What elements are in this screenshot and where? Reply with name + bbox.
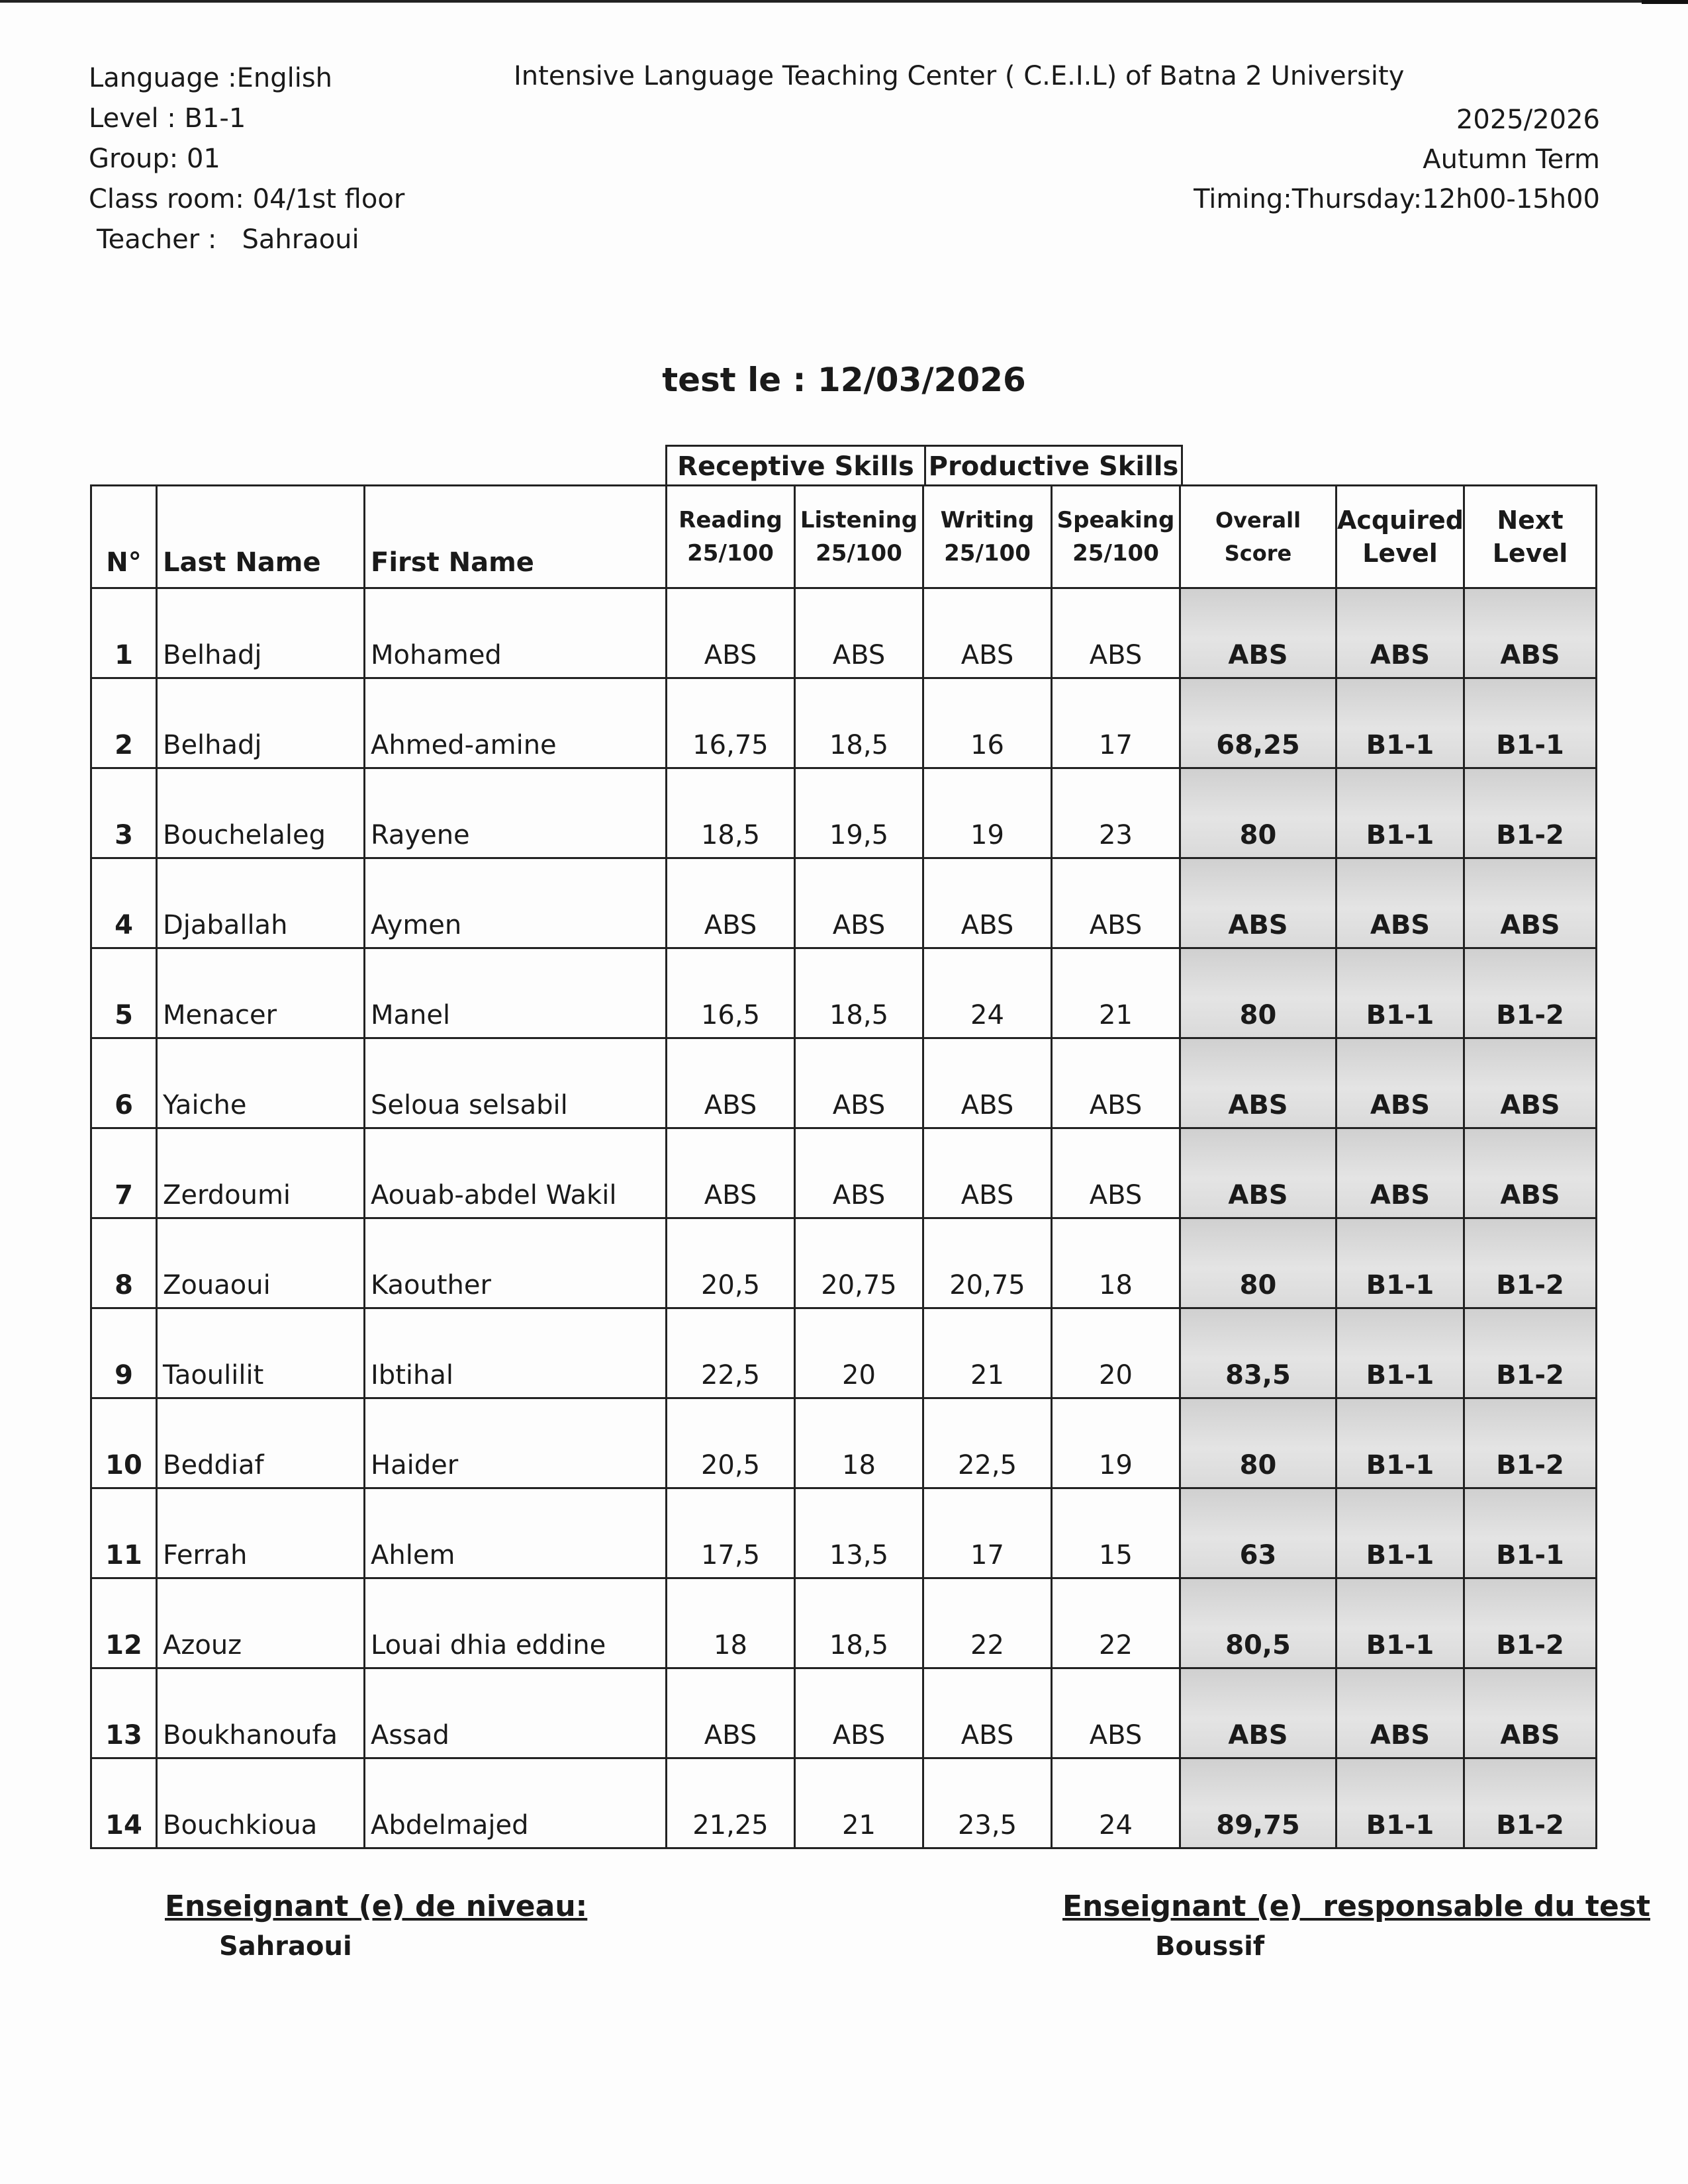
cell-writing: ABS [923,1038,1052,1128]
cell-speaking: ABS [1052,858,1180,948]
cell-next-level: B1-2 [1464,1308,1597,1398]
cell-speaking: ABS [1052,1128,1180,1218]
cell-listening: 13,5 [795,1488,923,1578]
cell-reading: 18 [667,1578,795,1668]
cell-last-name: Beddiaf [157,1398,365,1488]
cell-listening: 18,5 [795,948,923,1038]
cell-writing: ABS [923,858,1052,948]
col-reading-max: 25/100 [687,540,774,567]
cell-speaking: ABS [1052,1038,1180,1128]
cell-first-name: Haider [365,1398,667,1488]
cell-first-name: Aymen [365,858,667,948]
col-last-name: Last Name [157,486,365,588]
col-writing [923,486,1052,588]
cell-overall-score: 68,25 [1180,678,1336,768]
cell-overall-score: 80 [1180,948,1336,1038]
cell-reading: 16,5 [667,948,795,1038]
table-row [91,948,1597,1038]
cell-writing: ABS [923,588,1052,678]
cell-acquired-level: ABS [1336,1128,1464,1218]
cell-acquired-level: B1-1 [1336,1758,1464,1848]
cell-first-name: Ibtihal [365,1308,667,1398]
table-row [91,1758,1597,1848]
cell-listening: 18 [795,1398,923,1488]
table-row [91,1668,1597,1758]
language-label: Language :English [89,63,333,93]
cell-first-name: Mohamed [365,588,667,678]
cell-first-name: Aouab-abdel Wakil [365,1128,667,1218]
cell-next-level: ABS [1464,1128,1597,1218]
cell-next-level: B1-2 [1464,1758,1597,1848]
cell-number: 7 [91,1128,157,1218]
cell-reading: ABS [667,858,795,948]
cell-writing: 17 [923,1488,1052,1578]
test-teacher-name: Boussif [1155,1931,1265,1962]
col-speaking [1052,486,1180,588]
cell-acquired-level: ABS [1336,588,1464,678]
cell-speaking: 18 [1052,1218,1180,1308]
cell-last-name: Bouchkioua [157,1758,365,1848]
table-row [91,1488,1597,1578]
academic-year: 2025/2026 [1456,105,1600,135]
cell-number: 2 [91,678,157,768]
classroom-label: Class room: 04/1st floor [89,184,405,214]
cell-last-name: Belhadj [157,588,365,678]
cell-reading: 21,25 [667,1758,795,1848]
cell-listening: ABS [795,1668,923,1758]
cell-last-name: Yaiche [157,1038,365,1128]
level-teacher-signature [165,1889,587,1962]
cell-writing: 19 [923,768,1052,858]
col-number: N° [91,486,157,588]
cell-first-name: Assad [365,1668,667,1758]
cell-writing: 23,5 [923,1758,1052,1848]
cell-listening: 19,5 [795,768,923,858]
cell-overall-score: 89,75 [1180,1758,1336,1848]
scan-top-edge [0,0,1642,3]
cell-number: 3 [91,768,157,858]
col-listening [795,486,923,588]
cell-writing: 16 [923,678,1052,768]
cell-last-name: Taoulilit [157,1308,365,1398]
col-first-name: First Name [365,486,667,588]
col-acquired-label-2: Level [1362,539,1438,568]
cell-reading: 20,5 [667,1398,795,1488]
cell-first-name: Louai dhia eddine [365,1578,667,1668]
level-teacher-title: Enseignant (e) de niveau: [165,1889,588,1923]
cell-overall-score: 63 [1180,1488,1336,1578]
cell-overall-score: ABS [1180,1668,1336,1758]
cell-listening: ABS [795,858,923,948]
cell-number: 9 [91,1308,157,1398]
test-teacher-title: Enseignant (e) responsable du test [1062,1889,1651,1923]
timing: Timing:Thursday:12h00-15h00 [1194,184,1600,214]
cell-last-name: Zerdoumi [157,1128,365,1218]
cell-reading: ABS [667,1128,795,1218]
cell-writing: 20,75 [923,1218,1052,1308]
col-next-label-1: Next [1497,506,1564,535]
cell-reading: 17,5 [667,1488,795,1578]
cell-next-level: B1-1 [1464,1488,1597,1578]
cell-last-name: Boukhanoufa [157,1668,365,1758]
cell-next-level: B1-2 [1464,1578,1597,1668]
cell-reading: 16,75 [667,678,795,768]
cell-number: 12 [91,1578,157,1668]
col-listening-max: 25/100 [816,540,902,567]
cell-listening: 20,75 [795,1218,923,1308]
col-speaking-label: Speaking [1056,507,1175,533]
scan-top-edge-mark [1642,0,1688,4]
cell-next-level: B1-2 [1464,1218,1597,1308]
cell-overall-score: 80,5 [1180,1578,1336,1668]
term: Autumn Term [1423,144,1600,175]
cell-listening: 21 [795,1758,923,1848]
cell-acquired-level: ABS [1336,1038,1464,1128]
col-next-level [1464,486,1597,588]
cell-speaking: 21 [1052,948,1180,1038]
cell-last-name: Belhadj [157,678,365,768]
cell-overall-score: 80 [1180,1398,1336,1488]
cell-first-name: Ahmed-amine [365,678,667,768]
cell-speaking: ABS [1052,588,1180,678]
cell-first-name: Rayene [365,768,667,858]
table-row [91,1218,1597,1308]
table-row [91,588,1597,678]
cell-reading: ABS [667,1038,795,1128]
level-teacher-name: Sahraoui [219,1931,352,1962]
results-table [90,484,1597,1849]
cell-acquired-level: B1-1 [1336,948,1464,1038]
cell-reading: 18,5 [667,768,795,858]
col-acquired-level [1336,486,1464,588]
cell-overall-score: ABS [1180,1038,1336,1128]
cell-overall-score: ABS [1180,588,1336,678]
cell-speaking: ABS [1052,1668,1180,1758]
cell-first-name: Abdelmajed [365,1758,667,1848]
cell-acquired-level: B1-1 [1336,1218,1464,1308]
cell-number: 1 [91,588,157,678]
cell-listening: 20 [795,1308,923,1398]
cell-writing: 24 [923,948,1052,1038]
col-listening-label: Listening [800,507,918,533]
cell-acquired-level: B1-1 [1336,678,1464,768]
cell-last-name: Bouchelaleg [157,768,365,858]
cell-listening: 18,5 [795,678,923,768]
col-speaking-max: 25/100 [1072,540,1159,567]
cell-next-level: B1-2 [1464,1398,1597,1488]
cell-overall-score: 80 [1180,1218,1336,1308]
col-acquired-label-1: Acquired [1337,506,1464,535]
center-name: Intensive Language Teaching Center ( C.E.I.L) of Batna 2 University [514,61,1405,91]
cell-next-level: ABS [1464,588,1597,678]
cell-number: 8 [91,1218,157,1308]
cell-overall-score: 80 [1180,768,1336,858]
table-row [91,1398,1597,1488]
cell-first-name: Ahlem [365,1488,667,1578]
teacher-label: Teacher : Sahraoui [97,224,359,255]
cell-number: 11 [91,1488,157,1578]
test-title: test le : 12/03/2026 [662,361,1026,399]
cell-acquired-level: B1-1 [1336,768,1464,858]
cell-next-level: ABS [1464,1038,1597,1128]
cell-speaking: 22 [1052,1578,1180,1668]
table-row [91,1578,1597,1668]
table-row [91,768,1597,858]
cell-acquired-level: B1-1 [1336,1308,1464,1398]
cell-last-name: Menacer [157,948,365,1038]
cell-listening: ABS [795,1038,923,1128]
cell-acquired-level: ABS [1336,1668,1464,1758]
cell-number: 6 [91,1038,157,1128]
table-row [91,1308,1597,1398]
cell-next-level: ABS [1464,1668,1597,1758]
col-overall-score: Overall Score [1180,486,1336,588]
col-next-label-2: Level [1492,539,1568,568]
group-label: Group: 01 [89,144,220,174]
col-reading-label: Reading [679,507,782,533]
class-info [89,58,404,260]
cell-writing: 22 [923,1578,1052,1668]
cell-writing: ABS [923,1128,1052,1218]
cell-last-name: Azouz [157,1578,365,1668]
cell-number: 4 [91,858,157,948]
cell-next-level: B1-2 [1464,948,1597,1038]
cell-reading: 22,5 [667,1308,795,1398]
cell-writing: 22,5 [923,1398,1052,1488]
cell-acquired-level: ABS [1336,858,1464,948]
cell-reading: ABS [667,588,795,678]
test-teacher-signature [1062,1889,1650,1962]
cell-acquired-level: B1-1 [1336,1578,1464,1668]
cell-number: 14 [91,1758,157,1848]
cell-writing: ABS [923,1668,1052,1758]
col-writing-label: Writing [940,507,1035,533]
table-row [91,858,1597,948]
cell-first-name: Seloua selsabil [365,1038,667,1128]
cell-next-level: ABS [1464,858,1597,948]
table-header-row [91,486,1597,588]
cell-next-level: B1-2 [1464,768,1597,858]
cell-listening: ABS [795,1128,923,1218]
cell-writing: 21 [923,1308,1052,1398]
cell-overall-score: ABS [1180,858,1336,948]
cell-listening: 18,5 [795,1578,923,1668]
cell-number: 13 [91,1668,157,1758]
cell-last-name: Ferrah [157,1488,365,1578]
table-row [91,1128,1597,1218]
cell-reading: 20,5 [667,1218,795,1308]
cell-speaking: 24 [1052,1758,1180,1848]
cell-speaking: 15 [1052,1488,1180,1578]
cell-acquired-level: B1-1 [1336,1398,1464,1488]
table-row [91,678,1597,768]
col-reading [667,486,795,588]
cell-last-name: Djaballah [157,858,365,948]
cell-reading: ABS [667,1668,795,1758]
cell-overall-score: 83,5 [1180,1308,1336,1398]
receptive-skills-heading: Receptive Skills [667,447,926,486]
cell-speaking: 20 [1052,1308,1180,1398]
level-label: Level : B1-1 [89,103,246,134]
col-writing-max: 25/100 [944,540,1031,567]
cell-speaking: 19 [1052,1398,1180,1488]
cell-number: 10 [91,1398,157,1488]
cell-acquired-level: B1-1 [1336,1488,1464,1578]
cell-speaking: 23 [1052,768,1180,858]
skill-groups-header [665,445,1183,486]
term-info [1194,100,1600,219]
cell-first-name: Kaouther [365,1218,667,1308]
table-body [91,588,1597,1848]
cell-first-name: Manel [365,948,667,1038]
cell-speaking: 17 [1052,678,1180,768]
cell-next-level: B1-1 [1464,678,1597,768]
table-row [91,1038,1597,1128]
cell-overall-score: ABS [1180,1128,1336,1218]
productive-skills-heading: Productive Skills [928,451,1179,482]
cell-number: 5 [91,948,157,1038]
cell-last-name: Zouaoui [157,1218,365,1308]
cell-listening: ABS [795,588,923,678]
